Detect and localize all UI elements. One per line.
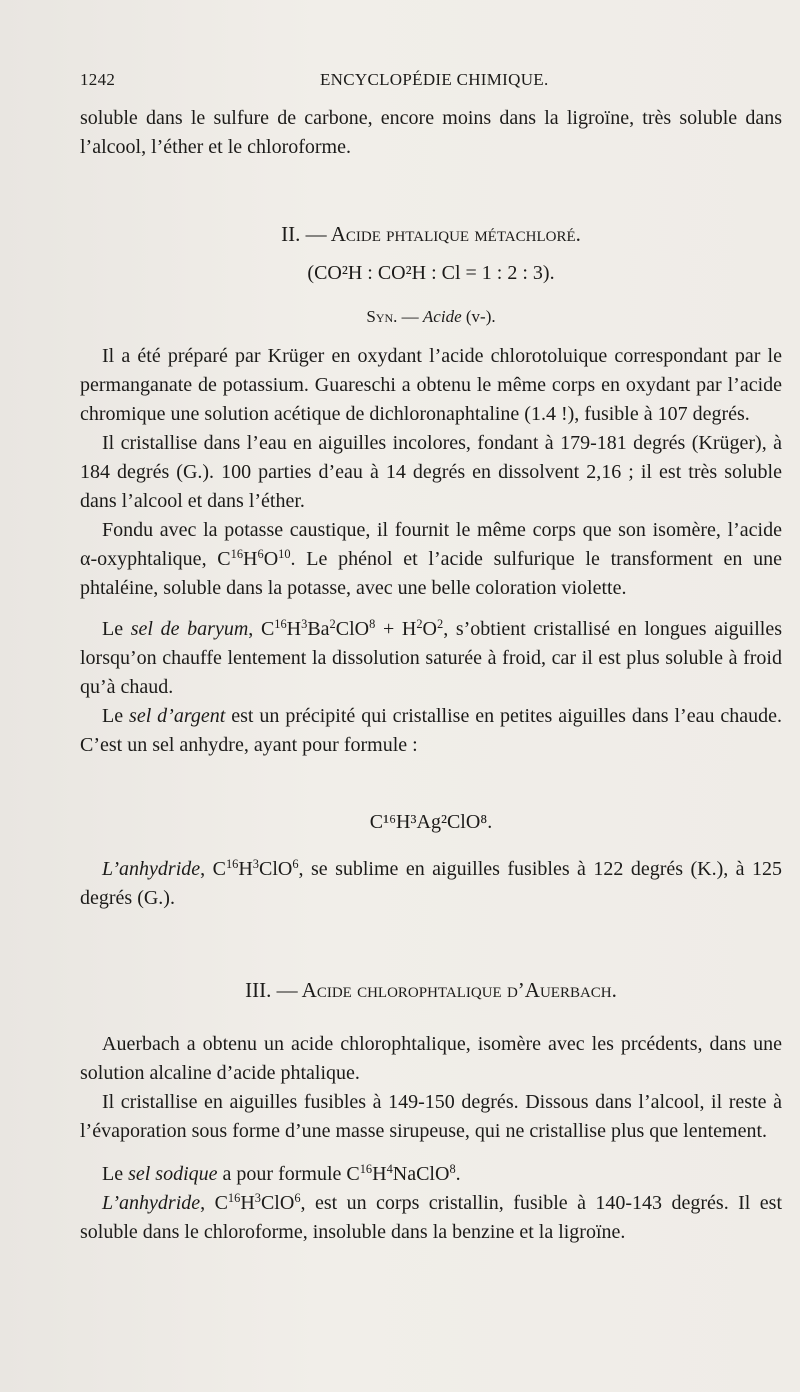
section-2-body — [80, 342, 782, 760]
silver-salt-formula: C¹⁶H³Ag²ClO⁸. — [369, 811, 493, 833]
section-3-title: III. — Acide chlorophtalique d’Auerbach. — [245, 978, 617, 1002]
paragraph: Le sel de baryum, $C^{16}H^3Ba^2ClO^8 + H^2O^2$, s’obtient cristallisé en longues aiguilles lorsqu’on chauffe lentement la dissolution saturée à froid, car il est plus soluble à froid qu’à chaud. — [80, 617, 782, 698]
paragraph: Le sel sodique a pour formule $C^{16}H^4NaClO^8$. — [102, 1162, 461, 1185]
running-title: ENCYCLOPÉDIE CHIMIQUE. — [320, 70, 549, 89]
section-3-body — [80, 1030, 782, 1247]
page-number: 1242 — [80, 70, 116, 89]
paragraph: Auerbach a obtenu un acide chlorophtalique, isomère avec les prcédents, dans une solution alcaline d’acide phtalique. — [80, 1033, 782, 1084]
paragraph: Il a été préparé par Krüger en oxydant l’acide chlorotoluique correspondant par le permanganate de potassium. Guareschi a obtenu le même corps en oxydant par l’acide chromique une solution acétique de dichloronaphtaline (1.4 !), fusible à 107 degrés. — [80, 345, 782, 425]
anhydride-paragraph: L’anhydride, $C^{16}H^3ClO^6$, se sublime en aiguilles fusibles à 122 degrés (K.), à 125 degrés (G.). — [80, 857, 783, 909]
section-2-synonym: Syn. — Acide (v-). — [366, 307, 496, 326]
page-header — [80, 70, 760, 94]
paragraph: L’anhydride, $C^{16}H^3ClO^6$, est un corps cristallin, fusible à 140-143 degrés. Il est soluble dans le chloroforme, insoluble dans la benzine et la ligroïne. — [80, 1191, 782, 1243]
paragraph: Le sel d’argent est un précipité qui cristallise en petites aiguilles dans l’eau chaude. C’est un sel anhydre, ayant pour formule : — [80, 705, 783, 756]
paragraph: Fondu avec la potasse caustique, il fournit le même corps que son isomère, l’acide α-oxyphtalique, $C^{16}H^6O^{10}$. Le phénol et l’acide sulfurique le transforment en une phtaléine, soluble dans la potasse, avec une belle coloration violette. — [80, 519, 782, 599]
paragraph: Il cristallise en aiguilles fusibles à 149-150 degrés. Dissous dans l’alcool, il reste à l’évaporation sous forme d’une masse sirupeuse, qui ne cristallise plus que lentement. — [80, 1091, 782, 1142]
paragraph: Il cristallise dans l’eau en aiguilles incolores, fondant à 179-181 degrés (Krüger), à 184 degrés (G.). 100 parties d’eau à 14 degrés en dissolvent 2,16 ; il est très soluble dans l’alcool et dans l’éther. — [80, 432, 782, 512]
section-2-formula: (CO²H : CO²H : Cl = 1 : 2 : 3). — [307, 262, 555, 284]
section-2-title: II. — Acide phtalique métachloré. — [281, 222, 581, 246]
intro-paragraph: soluble dans le sulfure de carbone, encore moins dans la ligroïne, très soluble dans l’alcool, l’éther et le chloroforme. — [80, 107, 782, 158]
